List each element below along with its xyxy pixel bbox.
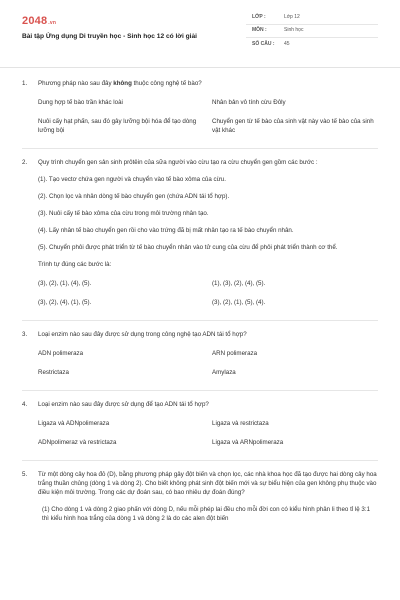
divider [22,320,378,321]
logo-text: 2048 [22,15,48,27]
question-body [38,331,378,378]
question-text: Loại enzim nào sau đây được sử dụng trong công nghệ tạo ADN tái tổ hợp? [38,330,247,338]
question-text-part: thuộc công nghệ tế bào? [131,80,202,87]
answer-options [38,410,378,448]
meta-row-subject [246,25,378,38]
question-number: 3. [22,330,28,338]
divider [22,460,378,461]
meta-value: Sinh học [284,27,304,34]
question-number: 5. [22,470,28,478]
question-2 [22,159,378,308]
document-title: Bài tập Ứng dụng Di truyền học - Sinh học 12 có lời giải [22,33,198,40]
meta-key: MÔN : [252,27,267,34]
answer-option[interactable]: Ligaza và ARNpolimeraza [212,438,284,446]
question-body [38,80,378,136]
question-3 [22,331,378,378]
question-1 [22,80,378,136]
question-5 [22,471,378,524]
meta-row-class [246,12,378,25]
question-number: 4. [22,400,28,408]
question-body [38,401,378,448]
question-4 [22,401,378,448]
site-logo[interactable] [22,14,56,30]
meta-row-count [246,38,378,51]
answer-option[interactable]: Nuôi cấy hạt phấn, sau đó gây lưỡng bội hóa để tạo dòng lưỡng bội [38,117,197,134]
step-item: (5). Chuyển phôi được phát triển từ tế bào chuyển nhân vào tử cung của cừu để phôi phát triển thành cơ thể. [38,243,338,251]
answer-option[interactable]: Amylaza [212,368,236,376]
question-text: Từ một dòng cây hoa đỏ (D), bằng phương pháp gây đột biến và chọn lọc, các nhà khoa học đã tạo được hai dòng cây hoa trắng thuần chủng (dòng 1 và dòng 2). Cho biết không phát sinh đột biến mới và sự biểu hiện của gen không phụ thuộc vào điều kiện môi trường. Trong các dự đoán sau, có bao nhiêu dự đoán đúng? [38,470,377,496]
answer-option[interactable]: ADN polimeraza [38,349,84,357]
logo-suffix: .vn [48,20,57,26]
meta-value: Lớp 12 [284,14,300,21]
answer-option[interactable]: Ligaza và ADNpolimeraza [38,419,110,427]
answer-option[interactable]: Chuyển gen từ tế bào của sinh vật này vào tế bào của sinh vật khác [212,117,374,134]
answer-options [38,340,378,378]
answer-option[interactable]: (3), (2), (4), (1), (5). [38,298,92,306]
answer-option[interactable]: (3), (2), (1), (5), (4). [212,298,266,306]
step-item: (2). Chọn lọc và nhân dòng tế bào chuyển gen (chứa ADN tái tổ hợp). [38,192,230,200]
step-item: (3). Nuôi cấy tế bào xôma của cừu trong môi trường nhân tạo. [38,209,209,217]
page-header [0,0,400,68]
question-text: Loại enzim nào sau đây được sử dụng để tạo ADN tái tổ hợp? [38,400,209,408]
answer-option[interactable]: ARN polimeraza [212,349,258,357]
answer-option[interactable]: Restrictaza [38,368,69,376]
answer-option[interactable]: (1), (3), (2), (4), (5). [212,279,266,287]
divider [22,148,378,149]
step-item: (1). Tạo vectơ chứa gen người và chuyển vào tế bào xôma của cừu. [38,175,226,183]
divider [22,390,378,391]
question-body [38,471,378,524]
answer-option[interactable]: ADNpolimeraz và restrictaza [38,438,117,446]
question-text-emphasis: không [113,80,132,87]
meta-key: SỐ CÂU : [252,40,275,47]
question-text [38,80,378,89]
step-item: (4). Lấy nhân tế bào chuyển gen rồi cho vào trứng đã bị mất nhân tạo ra tế bào chuyển nhân. [38,226,294,234]
answer-option[interactable]: (3), (2), (1), (4), (5). [38,279,92,287]
sub-statement: (1) Cho dòng 1 và dòng 2 giao phấn với dòng D, nếu mỗi phép lai đều cho mỗi đời con có kiểu hình phân li theo tỉ lệ 3:1 thì kiểu hình hoa trắng của dòng 1 và dòng 2 là do các alen đột biến [42,505,371,522]
question-list [22,80,378,524]
question-text-part: Phương pháp nào sau đây [38,80,114,87]
answer-options [38,89,378,136]
meta-value: 45 [284,40,290,47]
question-number: 2. [22,158,28,166]
answer-options [38,270,378,308]
meta-key: LỚP : [252,14,266,21]
answer-option[interactable]: Ligaza và restrictaza [212,419,269,427]
question-number: 1. [22,80,28,87]
question-body [38,159,378,308]
answer-option[interactable]: Nhân bản vô tính cừu Đôly [212,98,286,106]
meta-info [246,12,378,51]
question-prompt: Trình tự đúng các bước là: [38,260,112,268]
question-text: Quy trình chuyển gen sản sinh prôtêin của sữa người vào cừu tạo ra cừu chuyển gen gồm các bước : [38,158,318,166]
answer-option[interactable]: Dung hợp tế bào trần khác loài [38,98,123,106]
